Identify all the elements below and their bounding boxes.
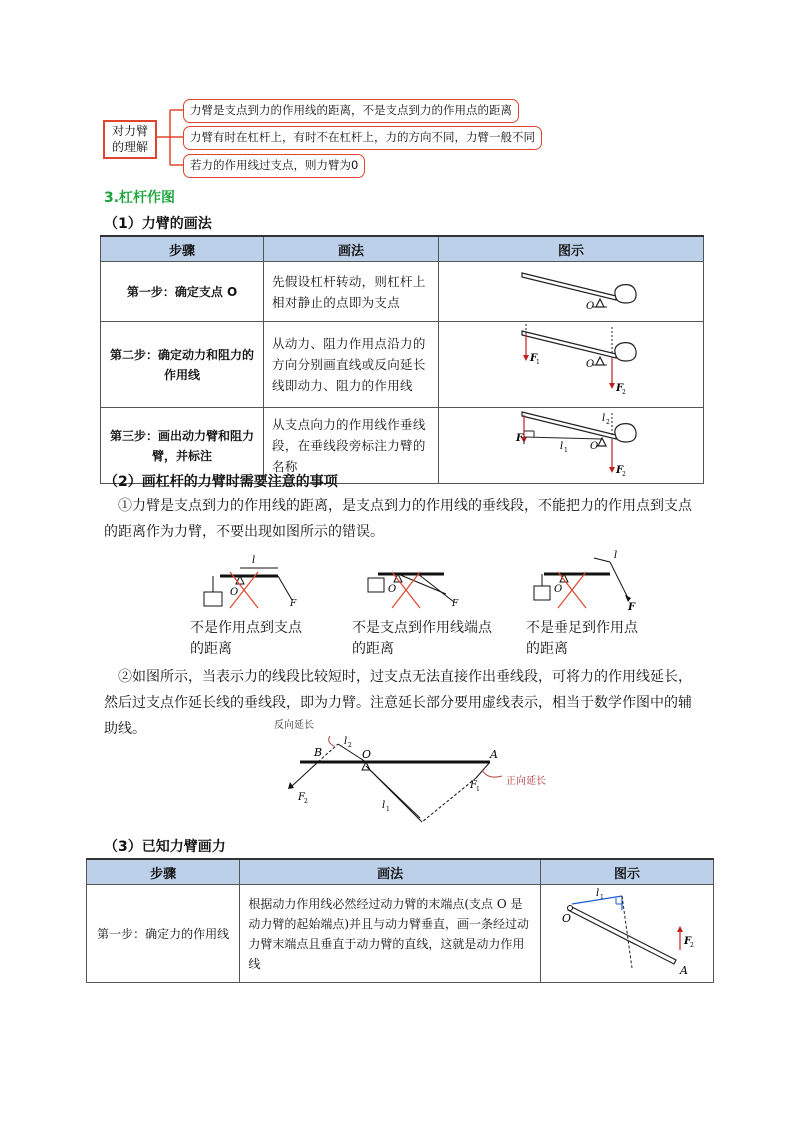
force-from-arm-table: [86, 858, 714, 983]
force-line-figure: [542, 886, 712, 978]
force2-label: F: [298, 792, 305, 803]
error-figures: [190, 548, 660, 618]
force2-label: F: [615, 383, 624, 394]
table-row: [87, 885, 714, 983]
table-row: [101, 262, 704, 322]
point-a-label: A: [679, 964, 688, 977]
step-cell: 第一步：确定支点 O: [101, 262, 264, 322]
table-header: 画法: [264, 236, 439, 262]
mindmap-item-3: 若力的作用线过支点，则力臂为0: [183, 154, 365, 178]
pivot-label: O: [388, 584, 397, 595]
force1-subscript: 1: [476, 786, 480, 793]
mindmap-item-1: 力臂是支点到力的作用线的距离，不是支点到力的作用点的距离: [183, 99, 519, 123]
force1-label: F: [529, 353, 538, 364]
force1-subscript: 1: [535, 359, 540, 366]
table-header: 图示: [540, 859, 713, 885]
arm2-subscript: 2: [605, 419, 610, 426]
subsection-3-title: （3）已知力臂画力: [104, 839, 226, 855]
table-header: 图示: [438, 236, 703, 262]
caption-error-3: 不是垂足到作用点的距离: [526, 620, 638, 657]
extension-figure: [270, 716, 600, 832]
mindmap: [0, 0, 800, 180]
pivot-label: O: [585, 359, 595, 370]
table-header: 步骤: [87, 859, 240, 885]
force1-label: F: [515, 433, 524, 444]
table-header-row: [101, 236, 704, 262]
error-figure-2: [368, 572, 459, 609]
step3-lever-figure: [440, 409, 702, 479]
arm-label: l: [252, 555, 256, 566]
mindmap-root: [103, 120, 157, 159]
step-cell: 第二步：确定动力和阻力的作用线: [101, 322, 264, 408]
force1-label: F: [470, 780, 477, 791]
method-cell: 从动力、阻力作用点沿力的方向分别画直线或反向延长线即动力、阻力的作用线: [264, 322, 439, 408]
step-cell: 第一步：确定力的作用线: [87, 885, 240, 983]
method-cell: 根据动力作用线必然经过动力臂的末端点(支点 O 是动力臂的起始端点)并且与动力臂垂直，画一条经过动力臂末端点且垂直于动力臂的直线，这就是动力作用线: [240, 885, 541, 983]
subsection-2-title: （2）画杠杆的力臂时需要注意的事项: [104, 474, 338, 490]
arm1-label: l: [595, 888, 600, 899]
forward-extension-label: 正向延长: [506, 776, 546, 787]
section-title: 3.杠杆作图: [104, 190, 176, 206]
paragraph-1: ①力臂是支点到力的作用线的距离，是支点到力的作用线的垂线段，不能把力的作用点到支点的距离作为力臂，不要出现如图所示的错误。: [104, 498, 692, 540]
force1-subscript: 1: [521, 439, 526, 446]
force-label: F: [290, 599, 297, 609]
figure-cell: [438, 408, 703, 484]
force2-label: F: [683, 936, 692, 947]
table-row: [101, 322, 704, 408]
error-figure-3: [534, 550, 636, 613]
arm1-subscript: 1: [563, 447, 568, 454]
arm1-label: l: [559, 441, 564, 452]
force2-subscript: 2: [304, 798, 308, 805]
arm2-subscript: 2: [348, 742, 352, 749]
pivot-label: O: [554, 584, 563, 595]
reverse-extension-label: 反向延长: [274, 720, 314, 731]
mindmap-root-label: 对力臂 的理解: [111, 124, 148, 154]
force2-label: F: [615, 465, 624, 476]
force2-subscript: 2: [621, 389, 626, 396]
caption-error-2: 不是支点到作用线端点的距离: [352, 620, 492, 657]
arm-label: l: [614, 550, 618, 561]
pivot-label: O: [561, 912, 572, 925]
arm1-subscript: 1: [386, 806, 390, 813]
arm-drawing-table: [100, 235, 704, 484]
mindmap-item-2: 力臂有时在杠杆上，有时不在杠杆上，力的方向不同，力臂一般不同: [183, 126, 542, 150]
point-b-label: B: [314, 746, 323, 759]
method-cell: 先假设杠杆转动，则杠杆上相对静止的点即为支点: [264, 262, 439, 322]
subsection-1-title: （1）力臂的画法: [104, 216, 212, 232]
figure-cell: [438, 322, 703, 408]
arm2-label: l: [601, 413, 606, 424]
point-a-label: A: [490, 748, 498, 761]
figure-cell: [438, 262, 703, 322]
step-cell: 第三步：画出动力臂和阻力臂，并标注: [101, 408, 264, 484]
arm1-label: l: [382, 800, 386, 811]
figure-cell: [540, 885, 713, 983]
error-figure-1: [204, 555, 297, 609]
caption-error-1: 不是作用点到支点的距离: [190, 620, 302, 657]
pivot-label: O: [230, 587, 239, 598]
paragraph-2: ②如图所示，当表示力的线段比较短时，过支点无法直接作出垂线段，可将力的作用线延长，然后过支点作延长线的垂线段，即为力臂。注意延长部分要用虚线表示，相当于数学作图中的辅助线。: [104, 669, 692, 737]
pivot-label: O: [589, 441, 599, 452]
step2-lever-figure: [440, 323, 702, 403]
force2-subscript: 2: [621, 471, 626, 478]
table-header-row: [87, 859, 714, 885]
pivot-label: O: [362, 748, 372, 761]
table-header: 画法: [240, 859, 541, 885]
force2-subscript: 2: [689, 942, 694, 949]
method-cell: 从支点向力的作用线作垂线段，在垂线段旁标注力臂的名称: [264, 408, 439, 484]
step1-lever-figure: [440, 263, 702, 317]
force-label: F: [628, 602, 636, 613]
arm1-subscript: 1: [599, 894, 604, 901]
force-label: F: [452, 599, 459, 609]
table-header: 步骤: [101, 236, 264, 262]
pivot-label: O: [585, 301, 595, 312]
arm2-label: l: [344, 736, 348, 747]
